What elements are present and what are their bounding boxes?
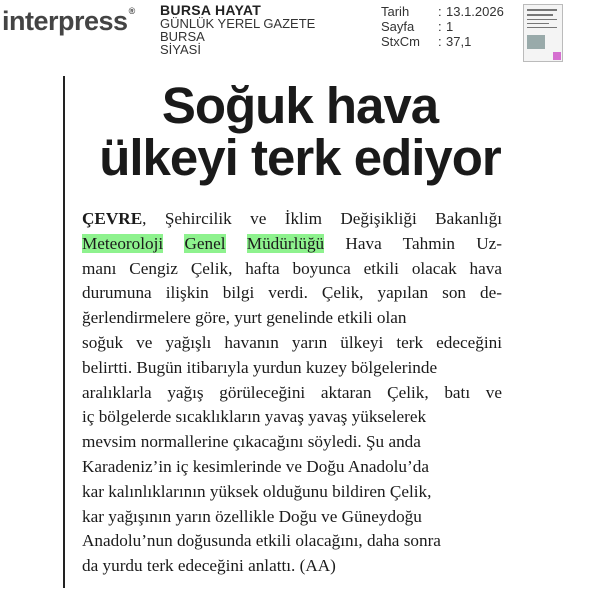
- registered-mark: ®: [128, 6, 135, 16]
- body-line: manı Cengiz Çelik, hafta boyunca etkili olacak hava: [82, 258, 502, 278]
- body-line: ÇEVRE, Şehircilik ve İklim Değişikliği Bakanlığı: [82, 209, 502, 228]
- article-body: [82, 207, 502, 579]
- thumb-image: [527, 35, 545, 49]
- meta-row-date: Tarih : 13.1.2026: [381, 4, 504, 19]
- meta-label: Tarih: [381, 4, 410, 19]
- body-line: Anadolu’nun doğusunda etkili olacağını, daha sonra: [82, 531, 441, 551]
- interpress-logo: [2, 6, 135, 37]
- meta-row-stxcm: StxCm : 37,1: [381, 34, 472, 49]
- article-headline: [80, 77, 520, 186]
- publication-category: SİYASİ: [160, 42, 201, 57]
- meta-label: Sayfa: [381, 19, 415, 34]
- publication-type: GÜNLÜK YEREL GAZETE: [160, 16, 316, 31]
- lead-word: ÇEVRE: [82, 209, 143, 228]
- thumb-line: [527, 23, 549, 24]
- headline-line: Soğuk hava: [161, 77, 439, 134]
- body-line: belirtti. Bugün itibarıyla yurdun kuzey bölgelerinde: [82, 357, 438, 377]
- body-line: da yurdu terk edeceğini anlattı. (AA): [82, 556, 336, 576]
- body-line: soğuk ve yağışlı havanın yarın ülkeyi terk edeceğini: [82, 332, 502, 352]
- publication-name: BURSA HAYAT: [160, 2, 262, 18]
- body-line: Meteoroloji Genel Müdürlüğü Hava Tahmin Uz-: [82, 233, 502, 253]
- highlighted-term: Meteoroloji: [82, 233, 164, 253]
- meta-row-page: Sayfa : 1: [381, 19, 454, 34]
- publication-city: BURSA: [160, 29, 205, 44]
- meta-label: StxCm: [381, 34, 420, 49]
- body-line: mevsim normallerine çıkacağını söyledi. Şu anda: [82, 432, 421, 452]
- body-line: aralıklarla yağış görüleceğini aktaran Çelik, batı ve: [82, 382, 502, 402]
- body-line: kar yağışının yarın özellikle Doğu ve Güneydoğu: [82, 506, 422, 526]
- body-line: durumuna ilişkin bilgi verdi. Çelik, yapılan son de-: [82, 283, 502, 303]
- thumb-line: [527, 27, 557, 28]
- body-line: Karadeniz’in iç kesimlerinde ve Doğu Anadolu’da: [82, 456, 429, 476]
- body-line: iç bölgelerde sıcaklıkların yavaş yavaş yükselerek: [82, 407, 427, 427]
- thumb-line: [527, 14, 553, 16]
- meta-value: 13.1.2026: [446, 4, 504, 19]
- publication-info: [160, 4, 315, 56]
- highlighted-term: Müdürlüğü: [246, 233, 325, 253]
- thumb-line: [527, 9, 557, 11]
- meta-value: 1: [446, 19, 454, 34]
- body-line: ğerlendirmelere göre, yurt genelinde etkili olan: [82, 308, 407, 328]
- margin-rule: [63, 76, 65, 588]
- headline-line: ülkeyi terk ediyor: [99, 129, 501, 186]
- thumb-marker: [553, 52, 561, 60]
- body-line: kar kalınlıklarının yüksek olduğunu bildiren Çelik,: [82, 481, 432, 501]
- meta-value: 37,1: [446, 34, 472, 49]
- clipping-meta: [381, 4, 504, 49]
- logo-text: interpress: [2, 6, 128, 36]
- thumb-line: [527, 19, 557, 20]
- page-thumbnail[interactable]: [523, 4, 563, 62]
- highlighted-term: Genel: [184, 233, 226, 253]
